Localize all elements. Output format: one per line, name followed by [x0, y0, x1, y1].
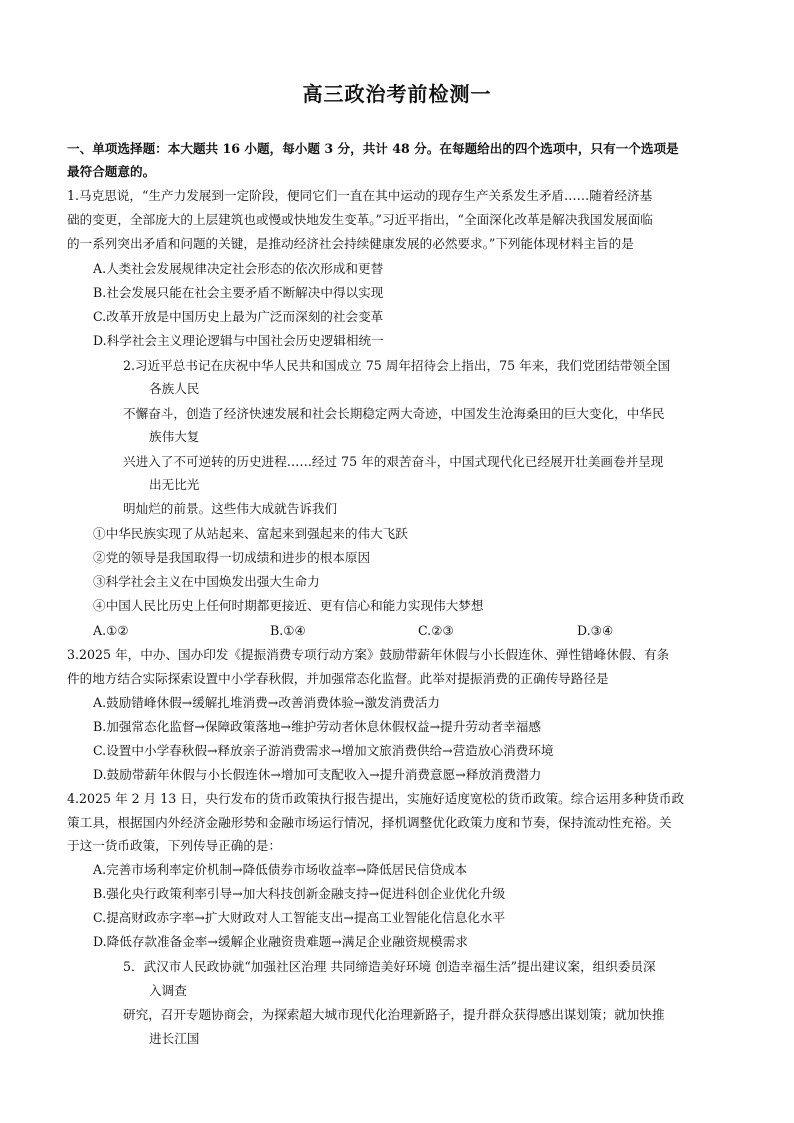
q3-stem-line-2: 件的地方结合实际探索设置中小学春秋假，并加强常态化监督。此举对提振消费的正确传导路径是: [67, 671, 609, 686]
q4-stem-line-1: 4.2025 年 2 月 13 日，央行发布的货币政策执行报告提出，实施好适度宽松的货币政策。综合运用多种货币政: [67, 791, 685, 806]
q1-option-c: C.改革开放是中国历史上最为广泛而深刻的社会变革: [93, 309, 384, 324]
q2-stem-line-1: 2.习近平总书记在庆祝中华人民共和国成立 75 周年招待会上指出，75 年来，我们党团结带领全国: [123, 358, 671, 373]
page-title: 高三政治考前检测一: [302, 82, 492, 106]
q2-option-a: A.①②: [93, 623, 129, 638]
q3-stem-line-1: 3.2025 年，中办、国办印发《提振消费专项行动方案》鼓励带薪年休假与小长假连休、弹性错峰休假、有条: [67, 647, 670, 662]
q2-stem-line-5: 兴进入了不可逆转的历史进程……经过 75 年的艰苦奋斗，中国式现代化已经展开壮美画卷并呈现: [123, 454, 664, 469]
q2-stem-line-3: 不懈奋斗，创造了经济快速发展和社会长期稳定两大奇迹，中国发生沧海桑田的巨大变化，中华民: [123, 406, 665, 421]
q2-stem-line-7: 明灿烂的前景。这些伟大成就告诉我们: [123, 501, 338, 516]
q2-stem-line-4: 族伟大复: [149, 429, 200, 444]
q2-item-3: ③科学社会主义在中国焕发出强大生命力: [93, 574, 320, 589]
q1-stem-line-1: 1.马克思说，“生产力发展到一定阶段，便同它们一直在其中运动的现存生产关系发生矛盾……随着经济基: [67, 188, 653, 203]
q4-option-a: A.完善市场利率定价机制→降低债券市场收益率→降低居民信贷成本: [93, 862, 468, 877]
q2-stem-line-2: 各族人民: [149, 381, 200, 396]
q4-stem-line-2: 策工具，根据国内外经济金融形势和金融市场运行情况，择机调整优化政策力度和节奏，保持流动性充裕。关: [67, 815, 672, 830]
q2-option-c: C.②③: [418, 623, 454, 638]
q4-stem-line-3: 于这一货币政策，下列传导正确的是：: [67, 838, 282, 853]
q5-stem-line-1: 5．武汉市人民政协就“加强社区治理 共同缔造美好环境 创造幸福生活”提出建议案，组织委员深: [123, 959, 656, 974]
q4-option-b: B.强化央行政策利率引导→加大科技创新金融支持→促进科创企业优化升级: [93, 886, 506, 901]
q1-option-a: A.人类社会发展规律决定社会形态的依次形成和更替: [93, 261, 384, 276]
q5-stem-line-2: 入调查: [149, 983, 187, 998]
section-heading-line-2: 最符合题意的。: [67, 164, 156, 179]
q2-item-1: ①中华民族实现了从站起来、富起来到强起来的伟大飞跃: [93, 526, 408, 541]
q2-stem-line-6: 出无比光: [149, 477, 200, 492]
q1-stem-line-3: 的一系列突出矛盾和问题的关键，是推动经济社会持续健康发展的必然要求。”下列能体现材料主旨的是: [67, 236, 634, 251]
q3-option-b: B.加强常态化监督→保障政策落地→维护劳动者休息休假权益→提升劳动者幸福感: [93, 719, 541, 734]
q2-option-b: B.①④: [270, 623, 306, 638]
q2-option-d: D.③④: [577, 623, 614, 638]
q5-stem-line-3: 研究，召开专题协商会，为探索超大城市现代化治理新路子，提升群众获得感出谋划策；就加快推: [123, 1007, 665, 1022]
q3-option-a: A.鼓励错峰休假→缓解扎堆消费→改善消费体验→激发消费活力: [93, 695, 441, 710]
q1-option-d: D.科学社会主义理论逻辑与中国社会历史逻辑相统一: [93, 333, 384, 348]
q1-option-b: B.社会发展只能在社会主要矛盾不断解决中得以实现: [93, 285, 384, 300]
q3-option-c: C.设置中小学春秋假→释放亲子游消费需求→增加文旅消费供给→营造放心消费环境: [93, 743, 554, 758]
q1-stem-line-2: 础的变更，全部庞大的上层建筑也或慢或快地发生变革。”习近平指出，“全面深化改革是解决我国发展面临: [67, 212, 653, 227]
q4-option-d: D.降低存款准备金率→缓解企业融资贵难题→满足企业融资规模需求: [93, 934, 468, 949]
q2-item-4: ④中国人民比历史上任何时期都更接近、更有信心和能力实现伟大梦想: [93, 598, 484, 613]
q5-stem-line-4: 进长江国: [149, 1031, 200, 1046]
section-heading-line-1: 一、单项选择题：本大题共 16 小题，每小题 3 分，共计 48 分。在每题给出的四个选项中，只有一个选项是: [67, 141, 679, 156]
q2-item-2: ②党的领导是我国取得一切成绩和进步的根本原因: [93, 550, 371, 565]
q4-option-c: C.提高财政赤字率→扩大财政对人工智能支出→提高工业智能化信息化水平: [93, 910, 506, 925]
q3-option-d: D.鼓励带薪年休假与小长假连休→增加可支配收入→提升消费意愿→释放消费潜力: [93, 767, 542, 782]
